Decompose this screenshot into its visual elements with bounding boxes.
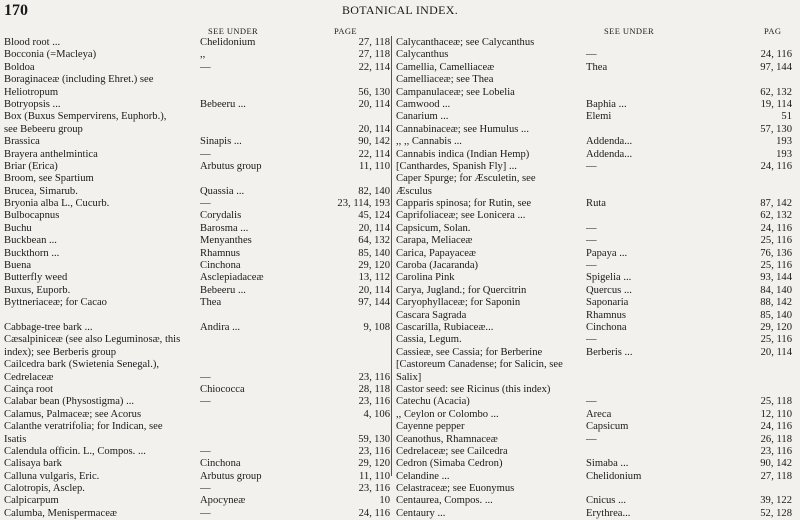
entry-term: index); see Berberis group bbox=[4, 346, 117, 358]
entry-see-under: Menyanthes bbox=[200, 235, 252, 247]
index-entry bbox=[4, 161, 390, 173]
entry-term: Celastraceæ; see Euonymus bbox=[396, 483, 515, 495]
entry-page: 29, 120 bbox=[358, 458, 390, 470]
index-entry bbox=[4, 149, 390, 161]
index-entry bbox=[396, 297, 796, 309]
entry-term: Canarium ... bbox=[396, 111, 449, 123]
entry-term: Cedrelaceæ bbox=[4, 371, 54, 383]
index-entry bbox=[396, 74, 796, 86]
entry-page: 76, 136 bbox=[760, 247, 792, 259]
entry-see-under: — bbox=[200, 483, 211, 495]
entry-page: 10 bbox=[379, 495, 390, 507]
entry-term: Calpicarpum bbox=[4, 495, 59, 507]
entry-term: Cannabis indica (Indian Hemp) bbox=[396, 148, 530, 160]
entry-see-under: — bbox=[586, 396, 597, 408]
index-entry bbox=[4, 198, 390, 210]
index-entry bbox=[396, 111, 796, 123]
index-entry bbox=[4, 310, 390, 322]
index-entry bbox=[396, 149, 796, 161]
entry-page: 20, 114 bbox=[358, 222, 390, 234]
index-entry bbox=[396, 248, 796, 260]
entry-page: 59, 130 bbox=[358, 433, 390, 445]
entry-page: 25, 116 bbox=[760, 334, 792, 346]
entry-term: Camellia, Camelliaceæ bbox=[396, 61, 495, 73]
entry-term: Blood root ... bbox=[4, 37, 61, 48]
entry-see-under: Chiococca bbox=[200, 383, 245, 395]
entry-term: Isatis bbox=[4, 433, 27, 445]
entry-see-under: Barosma ... bbox=[200, 222, 249, 234]
entry-term: Camwood ... bbox=[396, 98, 451, 110]
entry-term: Broom, see Spartium bbox=[4, 173, 94, 185]
entry-page: 57, 130 bbox=[760, 123, 792, 135]
entry-term: Centaurea, Compos. ... bbox=[396, 495, 493, 507]
entry-page: 22, 114 bbox=[358, 61, 390, 73]
entry-page: 52, 128 bbox=[760, 507, 792, 519]
entry-page: 97, 144 bbox=[358, 297, 390, 309]
entry-term: Bocconia (=Macleya) bbox=[4, 49, 97, 61]
entry-see-under: Bebeeru ... bbox=[200, 284, 246, 296]
index-entry bbox=[4, 334, 390, 346]
entry-page: 26, 118 bbox=[760, 433, 792, 445]
entry-term: Cæsalpiniceæ (see also Leguminosæ, this bbox=[4, 334, 181, 346]
entry-page: 27, 118 bbox=[358, 49, 390, 61]
entry-term: Calotropis, Asclep. bbox=[4, 483, 85, 495]
index-entry bbox=[4, 87, 390, 99]
entry-page: 22, 114 bbox=[358, 148, 390, 160]
entry-see-under: — bbox=[586, 334, 597, 346]
index-entry bbox=[396, 334, 796, 346]
index-entry bbox=[396, 347, 796, 359]
entry-page: 20, 114 bbox=[358, 123, 390, 135]
entry-see-under: — bbox=[586, 222, 597, 234]
entry-see-under: Arbutus group bbox=[200, 470, 262, 482]
entry-page: 11, 110 bbox=[359, 470, 390, 482]
entry-page: 20, 114 bbox=[760, 346, 792, 358]
entry-page: 29, 120 bbox=[760, 321, 792, 333]
entry-see-under: Chelidonium bbox=[586, 470, 642, 482]
index-entry bbox=[396, 223, 796, 235]
entry-see-under: Thea bbox=[586, 61, 608, 73]
entry-term: Buxus, Euporb. bbox=[4, 284, 71, 296]
left-index-column bbox=[4, 37, 390, 520]
entry-page: 25, 116 bbox=[760, 260, 792, 272]
entry-page: 93, 144 bbox=[760, 272, 792, 284]
index-entry bbox=[4, 285, 390, 297]
index-entry bbox=[4, 471, 390, 483]
entry-page: 85, 140 bbox=[358, 247, 390, 259]
entry-term: Brucea, Simarub. bbox=[4, 185, 78, 197]
index-entry bbox=[4, 74, 390, 86]
index-entry bbox=[4, 186, 390, 198]
entry-term: Castor seed: see Ricinus (this index) bbox=[396, 383, 551, 395]
entry-page: 28, 118 bbox=[358, 383, 390, 395]
entry-page: 64, 132 bbox=[358, 235, 390, 247]
entry-page: 12, 110 bbox=[760, 408, 792, 420]
entry-page: 27, 118 bbox=[760, 470, 792, 482]
index-entry bbox=[4, 49, 390, 61]
entry-term: ,, Ceylon or Colombo ... bbox=[396, 408, 499, 420]
entry-page: 51 bbox=[781, 111, 792, 123]
entry-term: [Canthardes, Spanish Fly] ... bbox=[396, 160, 517, 172]
index-entry bbox=[4, 384, 390, 396]
entry-see-under: Bebeeru ... bbox=[200, 98, 246, 110]
entry-see-under: Papaya ... bbox=[586, 247, 628, 259]
entry-term: Capsicum, Solan. bbox=[396, 222, 471, 234]
index-entry bbox=[396, 210, 796, 222]
left-page-header: PAGE bbox=[334, 26, 358, 36]
index-entry bbox=[396, 421, 796, 433]
entry-see-under: — bbox=[586, 260, 597, 272]
index-entry bbox=[4, 322, 390, 334]
entry-see-under: ,, bbox=[200, 49, 206, 61]
entry-see-under: Cnicus ... bbox=[586, 495, 627, 507]
entry-term: Calisaya bark bbox=[4, 458, 62, 470]
entry-term: Carolina Pink bbox=[396, 272, 455, 284]
entry-term: Byttneriaceæ; for Cacao bbox=[4, 297, 107, 309]
entry-see-under: Andira ... bbox=[200, 321, 241, 333]
entry-page: 25, 118 bbox=[760, 396, 792, 408]
entry-page: 11, 110 bbox=[359, 160, 390, 172]
left-see-under-header: SEE UNDER bbox=[208, 26, 259, 36]
entry-term: Butterfly weed bbox=[4, 272, 68, 284]
entry-term: Cassia, Legum. bbox=[396, 334, 462, 346]
entry-see-under: — bbox=[200, 198, 211, 210]
index-entry bbox=[396, 409, 796, 421]
entry-page: 193 bbox=[776, 148, 792, 160]
page-number: 170 bbox=[4, 2, 28, 19]
index-entry bbox=[396, 508, 796, 520]
index-entry bbox=[4, 446, 390, 458]
entry-see-under: — bbox=[200, 371, 211, 383]
index-entry bbox=[396, 161, 796, 173]
index-entry bbox=[4, 136, 390, 148]
index-entry bbox=[396, 198, 796, 210]
entry-term: Carapa, Meliaceæ bbox=[396, 235, 473, 247]
entry-see-under: Rhamnus bbox=[586, 309, 627, 321]
entry-page: 13, 112 bbox=[358, 272, 390, 284]
index-entry bbox=[4, 483, 390, 495]
entry-term: Campanulaceæ; see Lobelia bbox=[396, 86, 515, 98]
index-entry bbox=[396, 49, 796, 61]
entry-term: see Bebeeru group bbox=[4, 123, 83, 135]
entry-see-under: — bbox=[586, 433, 597, 445]
entry-page: 24, 116 bbox=[760, 160, 792, 172]
index-entry bbox=[4, 111, 390, 123]
entry-term: Ceanothus, Rhamnaceæ bbox=[396, 433, 498, 445]
entry-page: 88, 142 bbox=[760, 297, 792, 309]
entry-page: 56, 130 bbox=[358, 86, 390, 98]
entry-page: 62, 132 bbox=[760, 210, 792, 222]
entry-term: Calabar bean (Physostigma) ... bbox=[4, 396, 135, 408]
entry-page: 9, 108 bbox=[363, 321, 390, 333]
entry-term: Cascara Sagrada bbox=[396, 309, 467, 321]
entry-see-under: Ruta bbox=[586, 198, 607, 210]
entry-see-under: Asclepiadaceæ bbox=[200, 272, 264, 284]
entry-see-under: Spigelia ... bbox=[586, 272, 632, 284]
entry-see-under: Baphia ... bbox=[586, 98, 627, 110]
entry-page: 4, 106 bbox=[363, 408, 390, 420]
entry-see-under: — bbox=[586, 49, 597, 61]
entry-term: Calamus, Palmaceæ; see Acorus bbox=[4, 408, 142, 420]
index-entry bbox=[396, 124, 796, 136]
entry-see-under: Thea bbox=[200, 297, 222, 309]
entry-page: 20, 114 bbox=[358, 98, 390, 110]
entry-see-under: — bbox=[200, 396, 211, 408]
entry-page: 97, 144 bbox=[760, 61, 792, 73]
index-entry bbox=[396, 495, 796, 507]
entry-term: Buckbean ... bbox=[4, 235, 57, 247]
entry-page: 24, 116 bbox=[760, 222, 792, 234]
entry-page: 23, 116 bbox=[358, 445, 390, 457]
entry-see-under: Cinchona bbox=[586, 321, 627, 333]
index-entry bbox=[396, 285, 796, 297]
page-title: BOTANICAL INDEX. bbox=[341, 3, 459, 17]
entry-see-under: Rhamnus bbox=[200, 247, 241, 259]
index-entry bbox=[4, 235, 390, 247]
index-entry bbox=[4, 210, 390, 222]
entry-see-under: — bbox=[200, 148, 211, 160]
index-entry bbox=[396, 37, 796, 49]
entry-page: 62, 132 bbox=[760, 86, 792, 98]
entry-term: Buena bbox=[4, 260, 32, 272]
index-entry bbox=[4, 260, 390, 272]
index-entry bbox=[4, 297, 390, 309]
entry-term: ,, ,, Cannabis ... bbox=[396, 136, 462, 148]
index-entry bbox=[396, 359, 796, 371]
index-entry bbox=[396, 434, 796, 446]
entry-see-under: Capsicum bbox=[586, 421, 629, 433]
entry-page: 19, 114 bbox=[760, 98, 792, 110]
entry-see-under: Sinapis ... bbox=[200, 136, 242, 148]
entry-term: Botryopsis ... bbox=[4, 98, 61, 110]
entry-page: 90, 142 bbox=[358, 136, 390, 148]
entry-page: 85, 140 bbox=[760, 309, 792, 321]
entry-term: Cannabinaceæ; see Humulus ... bbox=[396, 123, 529, 135]
index-entry bbox=[4, 359, 390, 371]
entry-term: Buckthorn ... bbox=[4, 247, 60, 259]
entry-term: Carica, Papayaceæ bbox=[396, 247, 477, 259]
entry-see-under: Corydalis bbox=[200, 210, 242, 222]
index-entry bbox=[396, 384, 796, 396]
entry-term: Carya, Jugland.; for Quercitrin bbox=[396, 284, 527, 296]
index-entry bbox=[4, 223, 390, 235]
index-entry bbox=[396, 186, 796, 198]
entry-page: 82, 140 bbox=[358, 185, 390, 197]
entry-see-under: Quercus ... bbox=[586, 284, 632, 296]
entry-page: 23, 116 bbox=[358, 396, 390, 408]
entry-see-under: Cinchona bbox=[200, 260, 241, 272]
index-entry bbox=[4, 495, 390, 507]
entry-term: Caper Spurge; for Æsculetin, see bbox=[396, 173, 536, 185]
index-entry bbox=[4, 372, 390, 384]
index-entry bbox=[4, 458, 390, 470]
index-entry bbox=[4, 434, 390, 446]
index-entry bbox=[4, 421, 390, 433]
entry-page: 20, 114 bbox=[358, 284, 390, 296]
entry-term: Cabbage-tree bark ... bbox=[4, 321, 93, 333]
index-entry bbox=[396, 310, 796, 322]
entry-term: Calycanthaceæ; see Calycanthus bbox=[396, 37, 535, 48]
entry-term: Box (Buxus Sempervirens, Euphorb.), bbox=[4, 111, 167, 123]
entry-page: 24, 116 bbox=[358, 507, 390, 519]
right-see-under-header: SEE UNDER bbox=[604, 26, 655, 36]
entry-term: Calanthe veratrifolia; for Indican, see bbox=[4, 421, 163, 433]
index-entry bbox=[396, 235, 796, 247]
entry-term: Æsculus bbox=[396, 185, 432, 197]
entry-page: 23, 116 bbox=[358, 371, 390, 383]
entry-page: 39, 122 bbox=[760, 495, 792, 507]
entry-page: 27, 118 bbox=[358, 37, 390, 48]
entry-term: Boraginaceæ (including Ehret.) see bbox=[4, 74, 154, 86]
entry-term: Capparis spinosa; for Rutin, see bbox=[396, 198, 532, 210]
entry-see-under: Cinchona bbox=[200, 458, 241, 470]
index-entry bbox=[396, 260, 796, 272]
entry-see-under: Chelidonium bbox=[200, 37, 256, 48]
entry-term: Caryophyllaceæ; for Saponin bbox=[396, 297, 521, 309]
entry-page: 23, 114, 193 bbox=[337, 198, 390, 210]
entry-page: 23, 116 bbox=[760, 445, 792, 457]
entry-term: Buchu bbox=[4, 222, 32, 234]
entry-term: Centaury ... bbox=[396, 507, 446, 519]
index-entry bbox=[4, 173, 390, 185]
entry-term: Cascarilla, Rubiaceæ... bbox=[396, 321, 494, 333]
entry-page: 25, 116 bbox=[760, 235, 792, 247]
index-entry bbox=[396, 483, 796, 495]
entry-term: Celandine ... bbox=[396, 470, 450, 482]
index-entry bbox=[4, 124, 390, 136]
index-entry bbox=[396, 173, 796, 185]
right-index-column bbox=[396, 37, 796, 520]
entry-term: Cailcedra bark (Swietenia Senegal.), bbox=[4, 359, 160, 371]
entry-see-under: Areca bbox=[586, 408, 612, 420]
entry-term: Cayenne pepper bbox=[396, 421, 465, 433]
entry-see-under: Addenda... bbox=[586, 148, 633, 160]
entry-see-under: Arbutus group bbox=[200, 160, 262, 172]
index-entry bbox=[396, 99, 796, 111]
entry-see-under: Addenda... bbox=[586, 136, 633, 148]
entry-term: [Castoreum Canadense; for Salicin, see bbox=[396, 359, 563, 371]
index-entry bbox=[4, 396, 390, 408]
entry-see-under: — bbox=[586, 235, 597, 247]
entry-see-under: — bbox=[200, 445, 211, 457]
index-entry bbox=[4, 272, 390, 284]
index-entry bbox=[4, 248, 390, 260]
right-page-header: PAG bbox=[764, 26, 782, 36]
entry-term: Calluna vulgaris, Eric. bbox=[4, 470, 100, 482]
entry-see-under: Quassia ... bbox=[200, 185, 245, 197]
entry-page: 193 bbox=[776, 136, 792, 148]
entry-term: Calendula officin. L., Compos. ... bbox=[4, 445, 146, 457]
entry-see-under: Elemi bbox=[586, 111, 612, 123]
index-entry bbox=[396, 62, 796, 74]
entry-term: Cedrelaceæ; see Cailcedra bbox=[396, 445, 508, 457]
entry-term: Bryonia alba L., Cucurb. bbox=[4, 198, 110, 210]
index-entry bbox=[4, 99, 390, 111]
entry-page: 84, 140 bbox=[760, 284, 792, 296]
entry-term: Heliotropum bbox=[4, 86, 59, 98]
entry-term: Salix] bbox=[396, 371, 422, 383]
entry-term: Calumba, Menispermaceæ bbox=[4, 507, 117, 519]
column-divider bbox=[391, 36, 392, 476]
entry-term: Calycanthus bbox=[396, 49, 449, 61]
index-entry bbox=[4, 409, 390, 421]
entry-page: 24, 116 bbox=[760, 421, 792, 433]
entry-page: 87, 142 bbox=[760, 198, 792, 210]
index-entry bbox=[396, 458, 796, 470]
entry-page: 29, 120 bbox=[358, 260, 390, 272]
entry-term: Camelliaceæ; see Thea bbox=[396, 74, 494, 86]
entry-term: Boldoa bbox=[4, 61, 35, 73]
index-entry bbox=[396, 446, 796, 458]
index-entry bbox=[396, 272, 796, 284]
index-entry bbox=[4, 508, 390, 520]
entry-see-under: Erythrea... bbox=[586, 507, 631, 519]
entry-term: Cainça root bbox=[4, 383, 54, 395]
entry-term: Briar (Erica) bbox=[4, 160, 58, 172]
entry-see-under: — bbox=[200, 507, 211, 519]
index-entry bbox=[4, 347, 390, 359]
entry-see-under: — bbox=[586, 160, 597, 172]
entry-term: Catechu (Acacia) bbox=[396, 396, 470, 408]
entry-page: 24, 116 bbox=[760, 49, 792, 61]
index-entry bbox=[396, 136, 796, 148]
entry-see-under: Saponaria bbox=[586, 297, 629, 309]
entry-page: 45, 124 bbox=[358, 210, 390, 222]
entry-term: Brayera anthelmintica bbox=[4, 148, 98, 160]
entry-page: 23, 116 bbox=[358, 483, 390, 495]
entry-term: Brassica bbox=[4, 136, 40, 148]
index-entry bbox=[4, 37, 390, 49]
index-entry bbox=[396, 372, 796, 384]
entry-term: Cassieæ, see Cassia; for Berberine bbox=[396, 346, 543, 358]
entry-page: 90, 142 bbox=[760, 458, 792, 470]
index-entry bbox=[396, 87, 796, 99]
index-entry bbox=[4, 62, 390, 74]
entry-term: Caprifoliaceæ; see Lonicera ... bbox=[396, 210, 526, 222]
entry-see-under: Apocyneæ bbox=[200, 495, 246, 507]
entry-see-under: — bbox=[200, 61, 211, 73]
entry-term: Caroba (Jacaranda) bbox=[396, 260, 479, 272]
index-entry bbox=[396, 471, 796, 483]
index-entry bbox=[396, 396, 796, 408]
entry-see-under: Berberis ... bbox=[586, 346, 633, 358]
entry-see-under: Simaba ... bbox=[586, 458, 629, 470]
entry-term: Cedron (Simaba Cedron) bbox=[396, 458, 503, 470]
index-entry bbox=[396, 322, 796, 334]
entry-term: Bulbocapnus bbox=[4, 210, 60, 222]
